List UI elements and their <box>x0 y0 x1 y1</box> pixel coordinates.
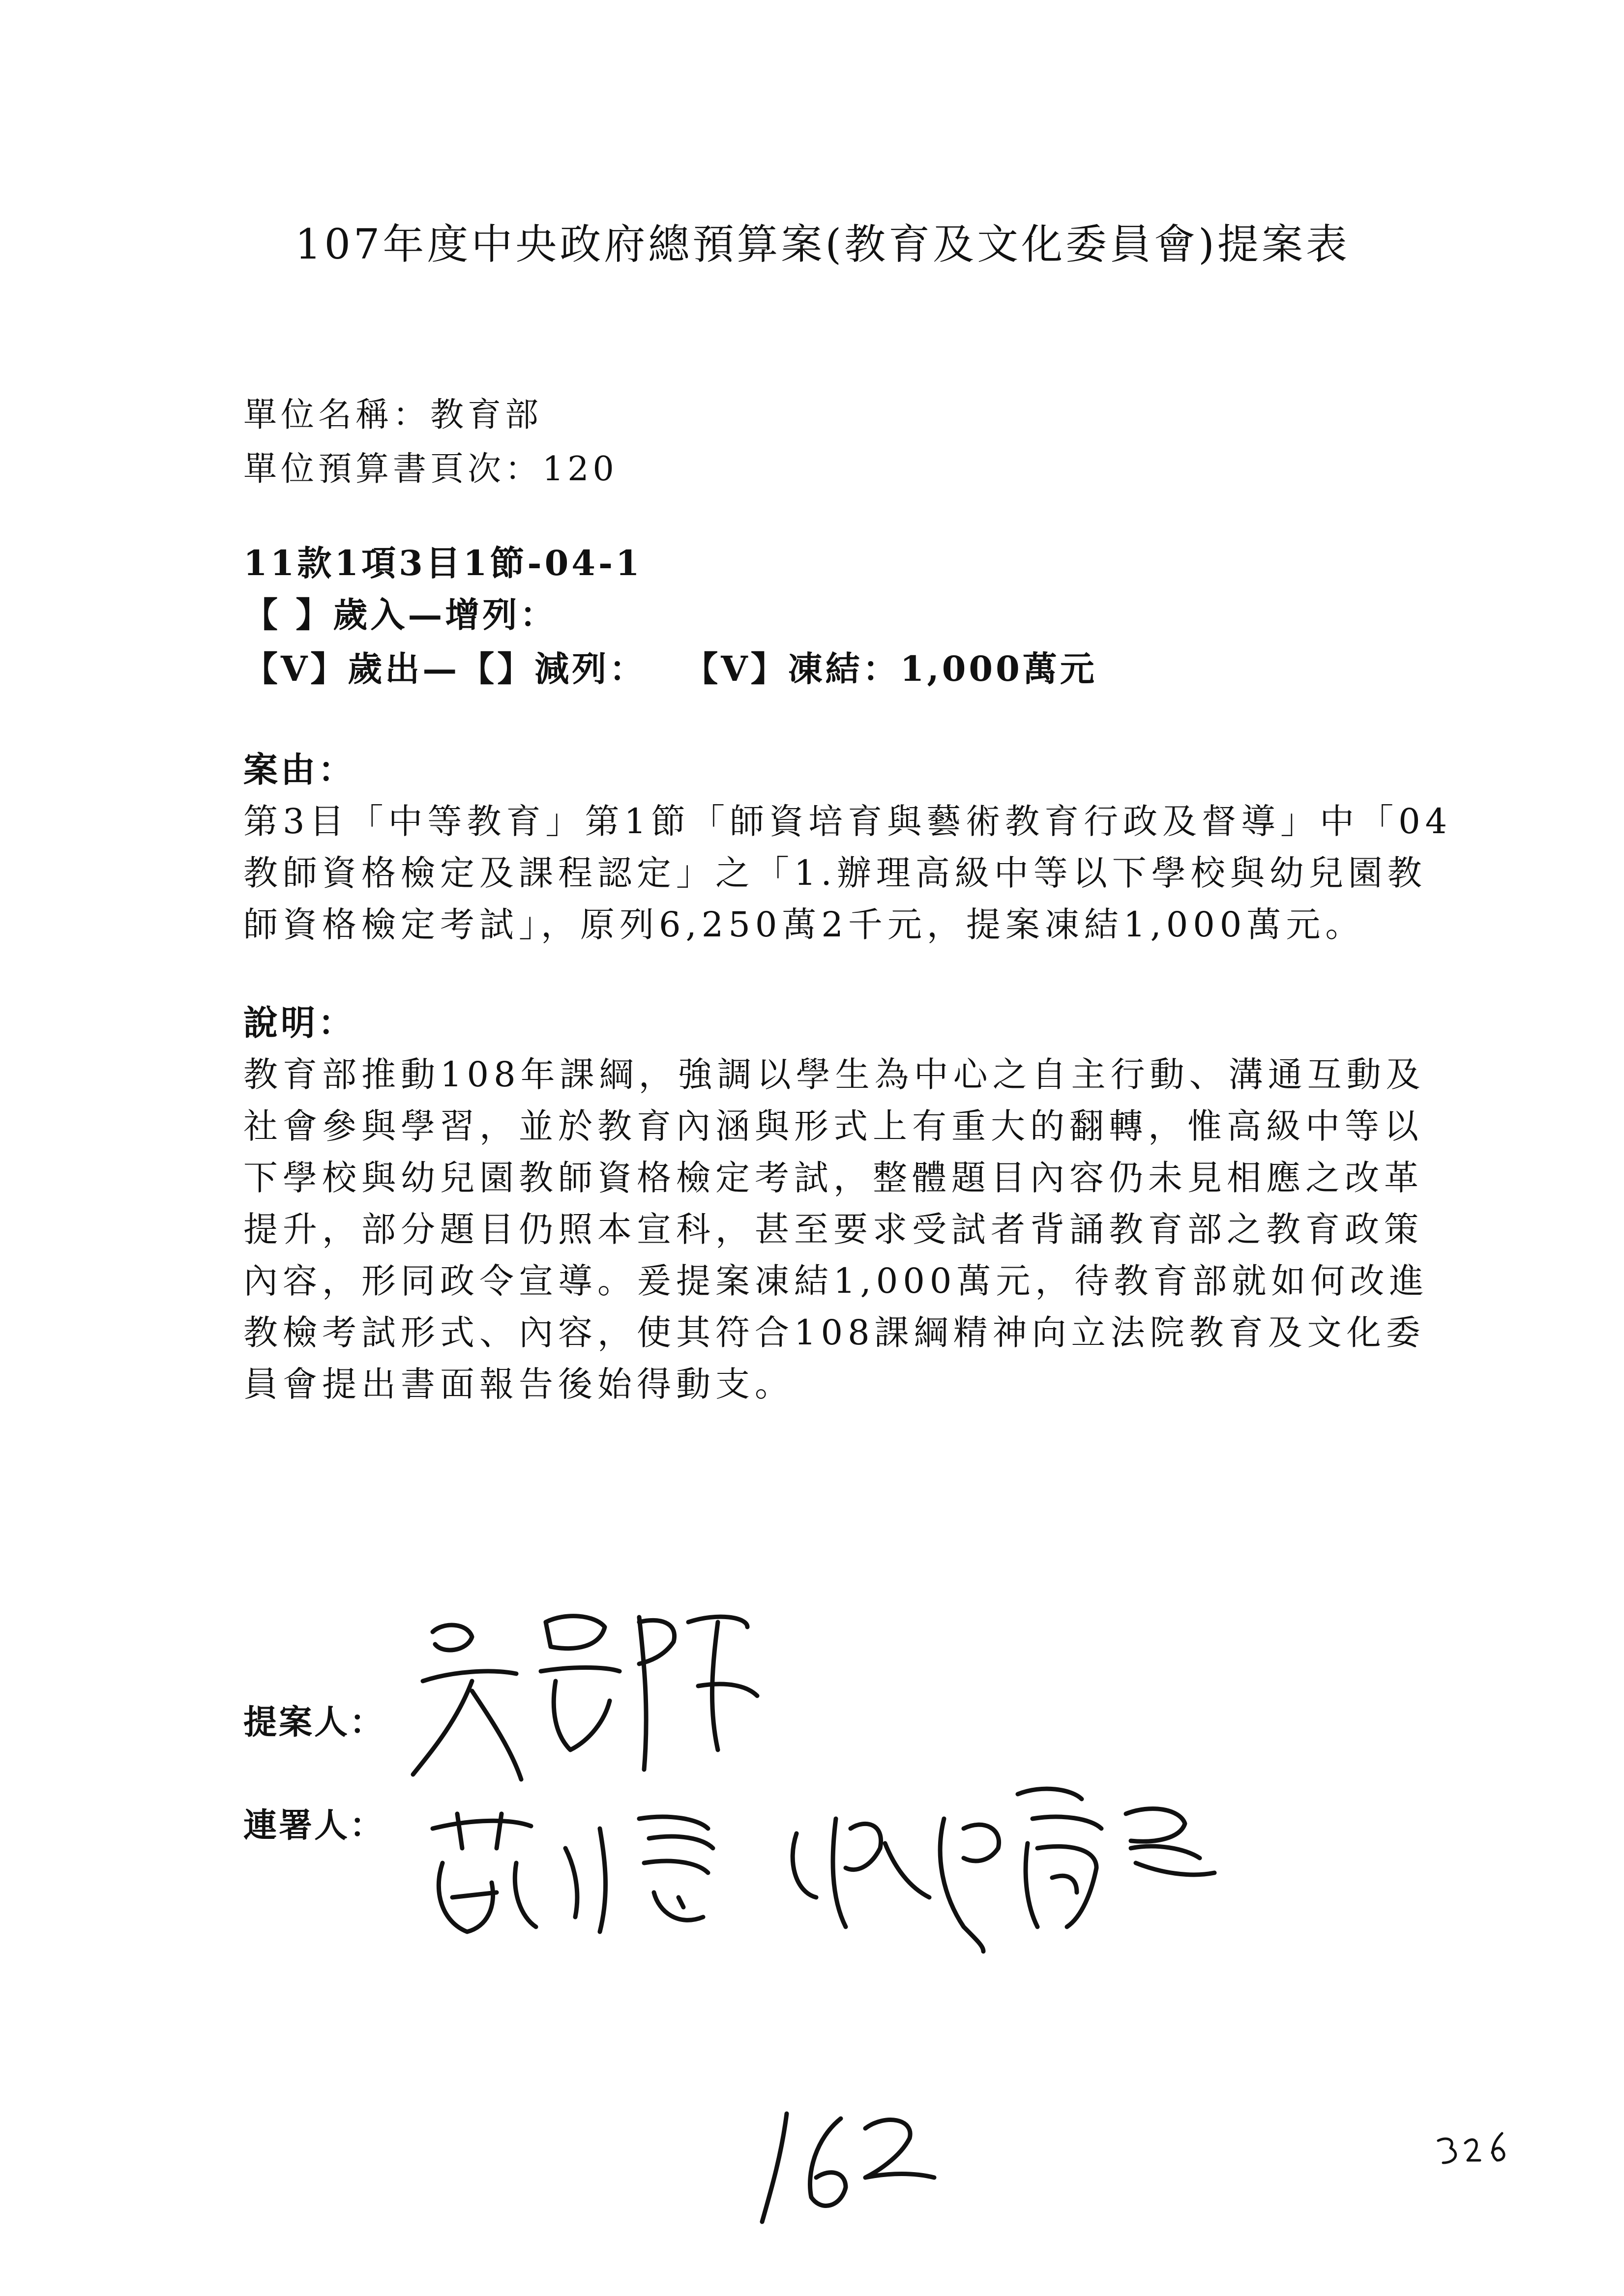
explanation-line: 員會提出書面報告後始得動支。 <box>243 1364 794 1404</box>
explanation-line: 提升，部分題目仍照本宣科，甚至要求受試者背誦教育部之教育政策 <box>243 1209 1423 1250</box>
explanation-line: 內容，形同政令宣導。爰提案凍結1,000萬元，待教育部就如何改進 <box>243 1261 1429 1301</box>
explanation-line: 教檢考試形式、內容，使其符合108課綱精神向立法院教育及文化委 <box>243 1312 1425 1353</box>
budget-page: 單位預算書頁次：120 <box>243 450 618 489</box>
unit-name: 單位名稱：教育部 <box>243 396 543 435</box>
corner-mark <box>1438 2133 1504 2163</box>
explanation-heading: 說明： <box>243 1002 355 1043</box>
item-code: 11款1項3目1節-04-1 <box>243 543 643 583</box>
document-title: 107年度中央政府總預算案(教育及文化委員會)提案表 <box>295 220 1350 268</box>
revenue-line: 【 】歲入—增列： <box>243 594 558 635</box>
cosigner-label: 連署人： <box>243 1806 385 1845</box>
cosigner-signature-1 <box>433 1814 713 1932</box>
page-number <box>762 2114 934 2222</box>
explanation-line: 社會參與學習，並於教育內涵與形式上有重大的翻轉，惟高級中等以 <box>243 1106 1423 1146</box>
expense-bracket: 【V】歲出—【】減列： <box>243 648 647 689</box>
reason-line: 第3目「中等教育」第1節「師資培育與藝術教育行政及督導」中「04 <box>243 801 1452 842</box>
explanation-line: 教育部推動108年課綱，強調以學生為中心之自主行動、溝通互動及 <box>243 1054 1425 1095</box>
proposer-signature <box>413 1616 757 1779</box>
reason-heading: 案由： <box>243 749 355 790</box>
freeze-line: 【V】凍結：1,000萬元 <box>701 648 1097 689</box>
reason-line: 師資格檢定考試」，原列6,250萬2千元，提案凍結1,000萬元。 <box>243 904 1365 945</box>
explanation-line: 下學校與幼兒園教師資格檢定考試，整體題目內容仍未見相應之改革 <box>243 1158 1423 1198</box>
reason-line: 教師資格檢定及課程認定」之「1.辦理高級中等以下學校與幼兒園教 <box>243 853 1427 893</box>
proposer-label: 提案人： <box>243 1703 385 1742</box>
cosigner-signature-2 <box>793 1789 1214 1951</box>
